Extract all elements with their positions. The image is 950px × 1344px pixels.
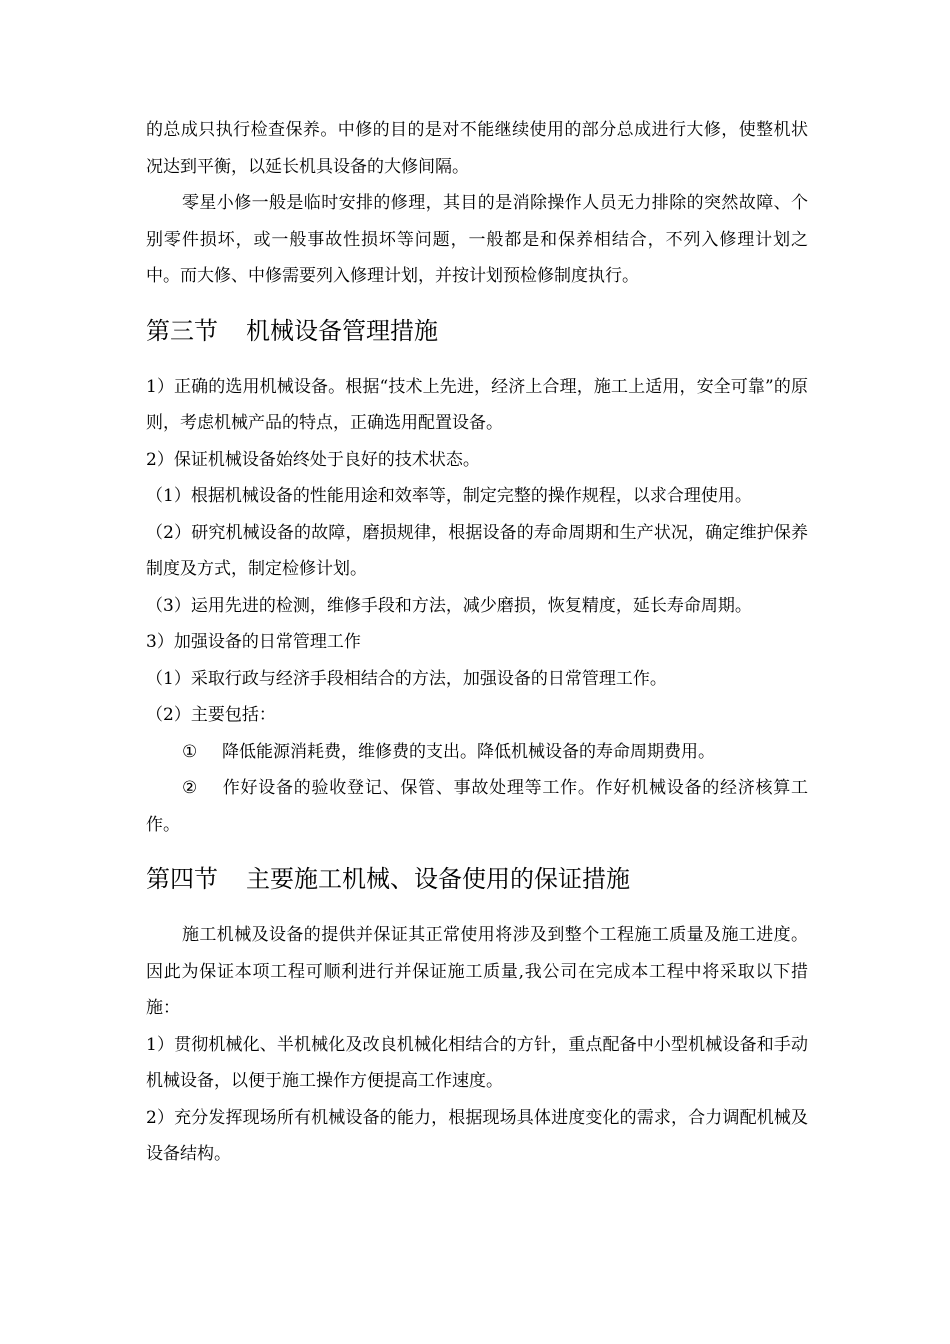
sub-list-item: （2）研究机械设备的故障，磨损规律，根据设备的寿命周期和生产状况，确定维护保养制度及方式，制定检修计划。 <box>146 522 808 579</box>
section-title: 主要施工机械、设备使用的保证措施 <box>246 865 630 893</box>
list-item: 2）充分发挥现场所有机械设备的能力，根据现场具体进度变化的需求，合力调配机械及设备结构。 <box>146 1107 808 1164</box>
circled-item-text: 降低能源消耗费，维修费的支出。降低机械设备的寿命周期费用。 <box>222 741 715 762</box>
section-heading-4 <box>146 861 808 897</box>
sub-list-item: （2）主要包括： <box>146 705 276 725</box>
circled-item <box>146 770 808 843</box>
circled-item <box>146 734 808 771</box>
paragraph-continuation: 的总成只执行检查保养。中修的目的是对不能继续使用的部分总成进行大修，使整机状况达到平衡，以延长机具设备的大修间隔。 <box>146 120 808 177</box>
section-title: 机械设备管理措施 <box>246 316 438 345</box>
paragraph-minor-repair: 零星小修一般是临时安排的修理，其目的是消除操作人员无力排除的突然故障、个别零件损坏，或一般事故性损坏等问题，一般都是和保养相结合，不列入修理计划之中。而大修、中修需要列入修理计划，并按计划预检修制度执行。 <box>146 193 808 286</box>
list-item: 3）加强设备的日常管理工作 <box>146 632 361 652</box>
circled-number: ② <box>182 778 198 798</box>
circled-item-text: 作好设备的验收登记、保管、事故处理等工作。作好机械设备的经济核算工作。 <box>146 778 808 835</box>
section-number: 第三节 <box>146 316 218 345</box>
circled-number: ① <box>182 741 198 762</box>
document-page <box>146 112 808 1173</box>
sub-list-item: （3）运用先进的检测，维修手段和方法，减少磨损，恢复精度，延长寿命周期。 <box>146 595 752 616</box>
list-item: 1）正确的选用机械设备。根据“技术上先进，经济上合理，施工上适用，安全可靠”的原则，考虑机械产品的特点，正确选用配置设备。 <box>146 376 808 433</box>
section-number: 第四节 <box>146 865 218 893</box>
paragraph-intro: 施工机械及设备的提供并保证其正常使用将涉及到整个工程施工质量及施工进度。因此为保证本项工程可顺利进行并保证施工质量,我公司在完成本工程中将采取以下措施： <box>146 925 808 1018</box>
sub-list-item: （1）采取行政与经济手段相结合的方法，加强设备的日常管理工作。 <box>146 668 667 689</box>
list-item: 1）贯彻机械化、半机械化及改良机械化相结合的方针，重点配备中小型机械设备和手动机械设备，以便于施工操作方便提高工作速度。 <box>146 1034 808 1091</box>
list-item: 2）保证机械设备始终处于良好的技术状态。 <box>146 449 480 470</box>
sub-list-item: （1）根据机械设备的性能用途和效率等，制定完整的操作规程，以求合理使用。 <box>146 486 752 506</box>
section-heading-3 <box>146 313 808 349</box>
